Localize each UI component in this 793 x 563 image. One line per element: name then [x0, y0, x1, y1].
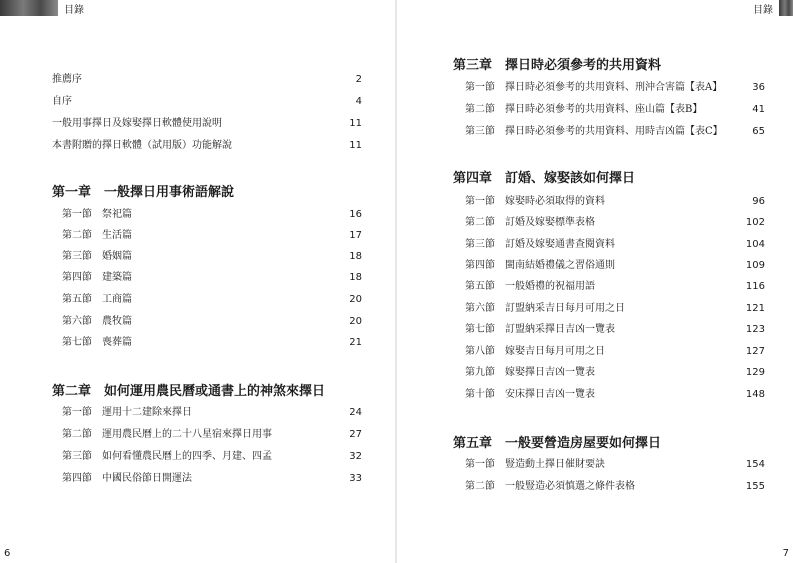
toc-entry-label: 第二節 擇日時必須參考的共用資料、座山篇【表B】: [465, 104, 703, 115]
toc-entry-page: 36: [752, 82, 765, 93]
toc-entry-page: 20: [349, 316, 362, 327]
toc-entry-page: 96: [752, 196, 765, 207]
toc-entry[interactable]: [52, 139, 362, 153]
toc-entry-page: 18: [349, 251, 362, 262]
toc-entry-page: 123: [745, 324, 765, 335]
toc-entry[interactable]: [62, 450, 362, 464]
left-page-header: [0, 0, 90, 16]
toc-entry-label: 自序: [52, 96, 72, 107]
toc-entry-page: 17: [349, 230, 362, 241]
toc-entry-page: 148: [745, 389, 765, 400]
toc-entry[interactable]: [62, 406, 362, 420]
toc-entry-label: 第三節 如何看懂農民曆上的四季、月建、四孟: [62, 451, 272, 462]
toc-entry-page: 21: [349, 337, 362, 348]
toc-entry-label: 第三節 擇日時必須參考的共用資料、用時吉凶篇【表C】: [465, 126, 723, 137]
toc-entry[interactable]: [62, 293, 362, 307]
chapter-heading[interactable]: 第三章 擇日時必須參考的共用資料: [453, 58, 662, 73]
header-decoration-bar: [0, 0, 58, 16]
toc-entry-page: 109: [745, 260, 765, 271]
toc-entry[interactable]: [465, 238, 765, 252]
toc-entry-page: 27: [349, 429, 362, 440]
page-number: 7: [782, 548, 789, 559]
toc-entry-label: 第四節 建築篇: [62, 272, 132, 283]
toc-entry-label: 一般用事擇日及嫁娶擇日軟體使用說明: [52, 118, 222, 129]
toc-entry[interactable]: [52, 95, 362, 109]
toc-entry[interactable]: [465, 280, 765, 294]
toc-entry-page: 4: [355, 96, 362, 107]
toc-entry-label: 第二節 運用農民曆上的二十八星宿來擇日用事: [62, 429, 272, 440]
toc-entry-label: 第一節 運用十二建除來擇日: [62, 407, 192, 418]
toc-entry[interactable]: [465, 388, 765, 402]
toc-entry[interactable]: [62, 229, 362, 243]
chapter-heading[interactable]: 第四章 訂婚、嫁娶該如何擇日: [453, 171, 636, 186]
toc-entry-page: 65: [752, 126, 765, 137]
toc-entry[interactable]: [62, 472, 362, 486]
toc-entry-page: 116: [745, 281, 765, 292]
toc-entry-page: 2: [355, 74, 362, 85]
toc-entry-page: 32: [349, 451, 362, 462]
toc-entry-label: 第四節 中國民俗節日開運法: [62, 473, 192, 484]
toc-entry-page: 102: [745, 217, 765, 228]
toc-entry[interactable]: [465, 216, 765, 230]
toc-entry-label: 第五節 一般婚禮的祝福用語: [465, 281, 595, 292]
left-page: [0, 0, 396, 563]
toc-entry-label: 第八節 嫁娶吉日每月可用之日: [465, 346, 605, 357]
chapter-heading[interactable]: 第二章 如何運用農民曆或通書上的神煞來擇日: [52, 384, 326, 399]
toc-entry[interactable]: [465, 302, 765, 316]
toc-entry-label: 第三節 訂婚及嫁娶通書查閱資料: [465, 239, 615, 250]
toc-entry[interactable]: [62, 336, 362, 350]
right-page: [397, 0, 793, 563]
toc-entry-label: 第一節 豎造動土擇日催財要訣: [465, 459, 605, 470]
toc-entry[interactable]: [62, 315, 362, 329]
toc-entry-label: 第十節 安床擇日吉凶一覽表: [465, 389, 595, 400]
toc-entry[interactable]: [465, 366, 765, 380]
toc-entry-page: 16: [349, 209, 362, 220]
toc-entry[interactable]: [465, 81, 765, 95]
toc-entry[interactable]: [52, 117, 362, 131]
toc-entry-page: 155: [745, 481, 765, 492]
chapter-heading[interactable]: 第五章 一般要營造房屋要如何擇日: [453, 436, 662, 451]
chapter-heading[interactable]: 第一章 一般擇日用事術語解說: [52, 185, 235, 200]
toc-entry[interactable]: [62, 250, 362, 264]
toc-entry-label: 第五節 工商篇: [62, 294, 132, 305]
toc-entry-label: 第二節 一般豎造必須慎選之條件表格: [465, 481, 635, 492]
toc-entry[interactable]: [52, 73, 362, 87]
header-title: 目錄: [753, 4, 773, 16]
header-title: 目錄: [64, 4, 84, 16]
toc-entry-label: 推薦序: [52, 74, 82, 85]
toc-entry-label: 第七節 喪葬篇: [62, 337, 132, 348]
toc-entry-label: 第一節 祭祀篇: [62, 209, 132, 220]
toc-entry-label: 第六節 農牧篇: [62, 316, 132, 327]
toc-entry-page: 18: [349, 272, 362, 283]
toc-entry-page: 11: [349, 118, 362, 129]
toc-entry[interactable]: [62, 428, 362, 442]
toc-entry-label: 第七節 訂盟納采擇日吉凶一覽表: [465, 324, 615, 335]
toc-entry-page: 20: [349, 294, 362, 305]
toc-entry[interactable]: [465, 480, 765, 494]
toc-entry[interactable]: [465, 345, 765, 359]
toc-entry-page: 121: [745, 303, 765, 314]
toc-entry[interactable]: [465, 458, 765, 472]
toc-entry-label: 第一節 嫁娶時必須取得的資料: [465, 196, 605, 207]
toc-entry-page: 33: [349, 473, 362, 484]
toc-entry-label: 第九節 嫁娶擇日吉凶一覽表: [465, 367, 595, 378]
toc-entry-label: 第六節 訂盟納采吉日每月可用之日: [465, 303, 625, 314]
toc-entry-page: 41: [752, 104, 765, 115]
toc-entry-page: 154: [745, 459, 765, 470]
toc-entry-label: 第四節 閩南結婚禮儀之習俗通則: [465, 260, 615, 271]
toc-entry-label: 第三節 婚姻篇: [62, 251, 132, 262]
toc-entry-label: 第二節 訂婚及嫁娶標準表格: [465, 217, 595, 228]
toc-entry-page: 129: [745, 367, 765, 378]
toc-entry[interactable]: [62, 271, 362, 285]
page-number: 6: [4, 548, 11, 559]
toc-entry-label: 第一節 擇日時必須參考的共用資料、刑沖合害篇【表A】: [465, 82, 723, 93]
toc-entry[interactable]: [465, 259, 765, 273]
right-page-header: [747, 0, 793, 16]
toc-entry-page: 24: [349, 407, 362, 418]
toc-entry-label: 本書附贈的擇日軟體（試用版）功能解說: [52, 140, 232, 151]
toc-entry[interactable]: [62, 208, 362, 222]
toc-entry[interactable]: [465, 125, 765, 139]
header-decoration-bar: [779, 0, 793, 16]
toc-entry[interactable]: [465, 323, 765, 337]
toc-entry[interactable]: [465, 195, 765, 209]
toc-entry[interactable]: [465, 103, 765, 117]
toc-entry-page: 11: [349, 140, 362, 151]
toc-entry-label: 第二節 生活篇: [62, 230, 132, 241]
toc-entry-page: 104: [745, 239, 765, 250]
toc-entry-page: 127: [745, 346, 765, 357]
